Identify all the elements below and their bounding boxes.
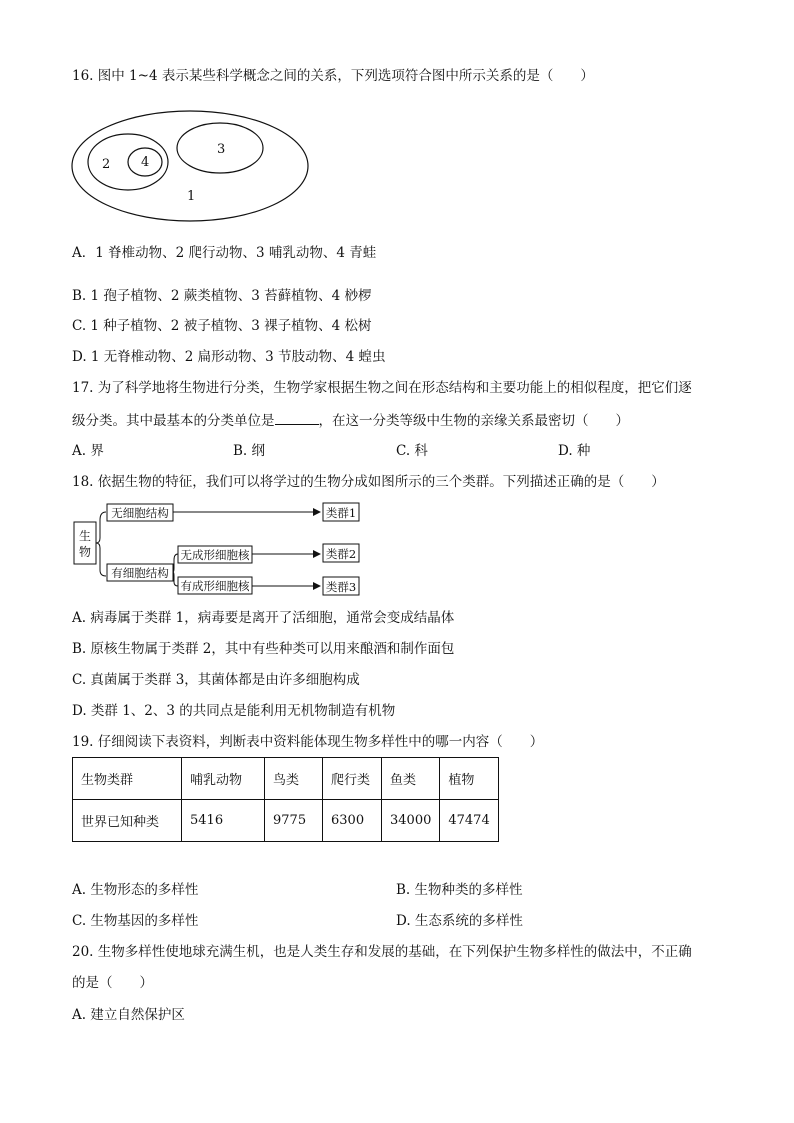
has-nucleus-label: 有成形细胞核 xyxy=(180,579,250,593)
table-row xyxy=(73,800,499,842)
q18-option-c: C. 真菌属于类群 3，其菌体都是由许多细胞构成 xyxy=(72,672,360,688)
table-header-cell: 植物 xyxy=(440,758,498,800)
root-label: 生 xyxy=(78,529,92,543)
table-cell: 47474 xyxy=(440,800,498,842)
q19-option-b: B. 生物种类的多样性 xyxy=(396,882,523,898)
table-header-cell: 爬行类 xyxy=(323,758,382,800)
q16-stem: 16. 图中 1~4 表示某些科学概念之间的关系，下列选项符合图中所示关系的是（ ） xyxy=(72,68,594,84)
table-header-cell: 生物类群 xyxy=(73,758,182,800)
group1-label: 类群1 xyxy=(325,506,357,520)
q18-option-a: A. 病毒属于类群 1，病毒要是离开了活细胞，通常会变成结晶体 xyxy=(72,610,455,626)
table-cell: 34000 xyxy=(382,800,440,842)
q20-option-a: A. 建立自然保护区 xyxy=(72,1007,185,1023)
label-3: 3 xyxy=(217,142,226,157)
q18-option-d: D. 类群 1、2、3 的共同点是能利用无机物制造有机物 xyxy=(72,703,396,719)
q18-classification-diagram xyxy=(72,498,372,598)
has-cell-label: 有细胞结构 xyxy=(111,566,169,580)
label-4: 4 xyxy=(141,155,150,170)
q19-option-a: A. 生物形态的多样性 xyxy=(72,882,199,898)
group3-label: 类群3 xyxy=(325,580,357,594)
q17-option-c: C. 科 xyxy=(396,443,428,459)
q19-stem: 19. 仔细阅读下表资料，判断表中资料能体现生物多样性中的哪一内容（ ） xyxy=(72,734,544,750)
q19-data-table xyxy=(72,757,499,842)
q17-stem-part-b: ，在这一分类等级中生物的亲缘关系最密切（ ） xyxy=(318,413,629,429)
q16-option-d: D. 1 无脊椎动物、2 扁形动物、3 节肢动物、4 蝗虫 xyxy=(72,349,386,365)
table-cell: 5416 xyxy=(182,800,265,842)
q19-option-c: C. 生物基因的多样性 xyxy=(72,913,199,929)
q17-stem-line2 xyxy=(72,411,629,430)
q16-option-a: A．1 脊椎动物、2 爬行动物、3 哺乳动物、4 青蛙 xyxy=(72,245,377,261)
no-cell-label: 无细胞结构 xyxy=(111,506,169,520)
q16-venn-diagram xyxy=(70,108,310,226)
root-label-2: 物 xyxy=(78,545,92,559)
q17-option-b: B. 纲 xyxy=(233,443,266,459)
no-nucleus-label: 无成形细胞核 xyxy=(180,548,250,562)
table-cell: 9775 xyxy=(265,800,323,842)
q17-option-d: D. 种 xyxy=(558,443,591,459)
q18-stem: 18. 依据生物的特征，我们可以将学过的生物分成如图所示的三个类群。下列描述正确的是（ ） xyxy=(72,474,665,490)
q16-option-b: B. 1 孢子植物、2 蕨类植物、3 苔藓植物、4 桫椤 xyxy=(72,288,372,304)
q19-option-d: D. 生态系统的多样性 xyxy=(396,913,523,929)
table-header-cell: 鱼类 xyxy=(382,758,440,800)
label-2: 2 xyxy=(102,157,111,172)
table-header-cell: 哺乳动物 xyxy=(182,758,265,800)
table-cell: 6300 xyxy=(323,800,382,842)
label-1: 1 xyxy=(187,189,196,204)
q20-stem-line1: 20. 生物多样性使地球充满生机，也是人类生存和发展的基础，在下列保护生物多样性的做法中，不正确 xyxy=(72,944,692,960)
group2-label: 类群2 xyxy=(325,547,357,561)
q16-option-c: C. 1 种子植物、2 被子植物、3 裸子植物、4 松树 xyxy=(72,318,372,334)
q17-stem-part-a: 级分类。其中最基本的分类单位是 xyxy=(72,413,275,429)
table-cell: 世界已知种类 xyxy=(73,800,182,842)
q18-option-b: B. 原核生物属于类群 2，其中有些种类可以用来酿酒和制作面包 xyxy=(72,641,455,657)
table-header-row xyxy=(73,758,499,800)
q20-stem-line2: 的是（ ） xyxy=(72,975,153,991)
q17-option-a: A. 界 xyxy=(72,443,104,459)
table-header-cell: 鸟类 xyxy=(265,758,323,800)
answer-blank xyxy=(275,411,319,425)
q17-stem-line1: 17. 为了科学地将生物进行分类，生物学家根据生物之间在形态结构和主要功能上的相似程度，把它们逐 xyxy=(72,380,692,396)
